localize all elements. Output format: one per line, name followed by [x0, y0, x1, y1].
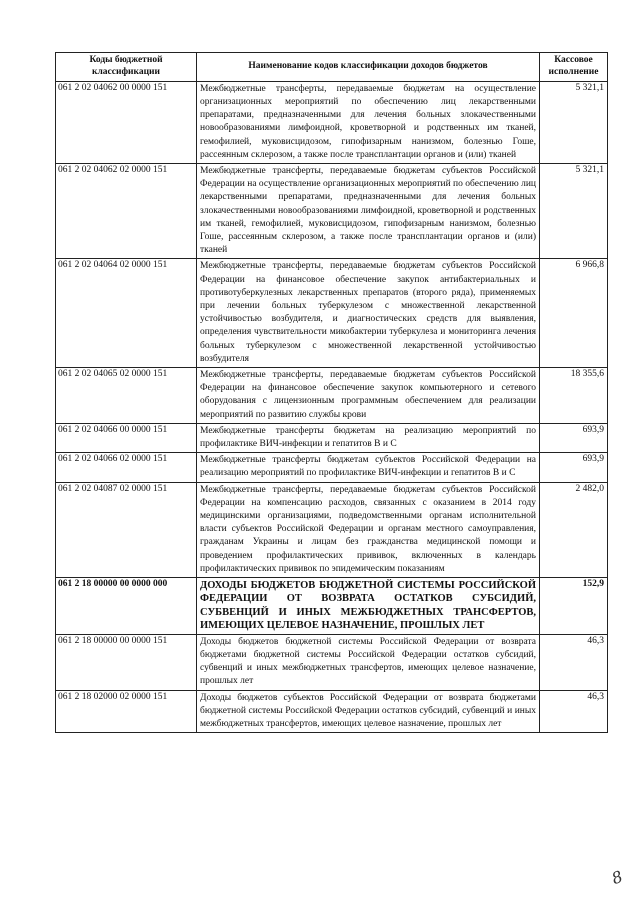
row-code: 061 2 02 04062 02 0000 151 [56, 163, 197, 258]
row-code: 061 2 02 04062 00 0000 151 [56, 81, 197, 163]
row-amount: 152,9 [540, 578, 608, 635]
row-amount: 46,3 [540, 634, 608, 690]
row-code: 061 2 02 04066 00 0000 151 [56, 423, 197, 452]
row-code: 061 2 02 04087 02 0000 151 [56, 482, 197, 577]
row-code: 061 2 18 02000 02 0000 151 [56, 690, 197, 733]
row-name: Межбюджетные трансферты, передаваемые бюджетам на осуществление организационных мероприятий по обеспечению лиц лекарственными препаратами, предназначенными для лечения больных злокачественными новообразованиями лимфоидной, кроветворной и родственных им тканей, гемофилией, муковисцидозом, гипофизарным нанизмом, болезнью Гоше, рассеянным склерозом, а также после трансплантации органов и (или) тканей [197, 81, 540, 163]
table-row [56, 578, 608, 635]
row-name: Доходы бюджетов бюджетной системы Российской Федерации от возврата бюджетами бюджетной системы Российской Федерации остатков субсидий, субвенций и иных межбюджетных трансфертов, имеющих целевое назначение, прошлых лет [197, 634, 540, 690]
row-name: Межбюджетные трансферты, передаваемые бюджетам субъектов Российской Федерации на финансовое обеспечение закупок антибактериальных и противотуберкулезных лекарственных препаратов (второго ряда), применяемых при лечении больных туберкулезом с множественной лекарственной устойчивостью возбудителя, и диагностических средств для выявления, определения чувствительности микобактерии туберкулеза и мониторинга лечения больных туберкулезом с множественной лекарственной устойчивостью возбудителя [197, 259, 540, 368]
row-name: Доходы бюджетов субъектов Российской Федерации от возврата бюджетами бюджетной системы Российской Федерации остатков субсидий, субвенций и иных межбюджетных трансфертов, имеющих целевое назначение, прошлых лет [197, 690, 540, 733]
table-row [56, 81, 608, 163]
table-row [56, 163, 608, 258]
page-number-handwritten: 8 [608, 866, 625, 889]
row-code: 061 2 18 00000 00 0000 151 [56, 634, 197, 690]
row-amount: 5 321,1 [540, 163, 608, 258]
table-header-row [56, 53, 608, 82]
row-amount: 5 321,1 [540, 81, 608, 163]
row-name: Межбюджетные трансферты бюджетам субъектов Российской Федерации на реализацию мероприятий по профилактике ВИЧ-инфекции и гепатитов В и С [197, 453, 540, 482]
table-row [56, 482, 608, 577]
table-row [56, 423, 608, 452]
header-amount: Кассовое исполнение [540, 53, 608, 82]
row-code: 061 2 18 00000 00 0000 000 [56, 578, 197, 635]
row-amount: 6 966,8 [540, 259, 608, 368]
table-row [56, 453, 608, 482]
row-amount: 693,9 [540, 423, 608, 452]
row-amount: 18 355,6 [540, 368, 608, 424]
table-body [56, 81, 608, 732]
row-code: 061 2 02 04064 02 0000 151 [56, 259, 197, 368]
row-code: 061 2 02 04066 02 0000 151 [56, 453, 197, 482]
row-name: Межбюджетные трансферты бюджетам на реализацию мероприятий по профилактике ВИЧ-инфекции и гепатитов В и С [197, 423, 540, 452]
table-row [56, 690, 608, 733]
row-name: ДОХОДЫ БЮДЖЕТОВ БЮДЖЕТНОЙ СИСТЕМЫ РОССИЙСКОЙ ФЕДЕРАЦИИ ОТ ВОЗВРАТА ОСТАТКОВ СУБСИДИЙ, СУБВЕНЦИЙ И ИНЫХ МЕЖБЮДЖЕТНЫХ ТРАНСФЕРТОВ, ИМЕЮЩИХ ЦЕЛЕВОЕ НАЗНАЧЕНИЕ, ПРОШЛЫХ ЛЕТ [197, 578, 540, 635]
row-amount: 2 482,0 [540, 482, 608, 577]
budget-classification-table [55, 52, 608, 733]
row-name: Межбюджетные трансферты, передаваемые бюджетам субъектов Российской Федерации на финансовое обеспечение закупок компьютерного и сетевого оборудования с лицензионным программным обеспечением для реализации мероприятий по развитию службы крови [197, 368, 540, 424]
header-code: Коды бюджетной классификации [56, 53, 197, 82]
row-amount: 46,3 [540, 690, 608, 733]
header-name: Наименование кодов классификации доходов бюджетов [197, 53, 540, 82]
row-name: Межбюджетные трансферты, передаваемые бюджетам субъектов Российской Федерации на компенсацию расходов, связанных с оказанием в 2014 году медицинскими организациями, подведомственными органам исполнительной власти субъектов Российской Федерации и органам местного самоуправления, гражданам Украины и лицам без гражданства медицинской помощи и проведением профилактических прививок, включенных в календарь профилактических прививок по эпидемическим показаниям [197, 482, 540, 577]
table-row [56, 634, 608, 690]
row-code: 061 2 02 04065 02 0000 151 [56, 368, 197, 424]
row-amount: 693,9 [540, 453, 608, 482]
table-row [56, 259, 608, 368]
row-name: Межбюджетные трансферты, передаваемые бюджетам субъектов Российской Федерации на осуществление организационных мероприятий по обеспечению лиц лекарственными препаратами, предназначенными для лечения больных злокачественными новообразованиями лимфоидной, кроветворной и родственных им тканей, гемофилией, муковисцидозом, гипофизарным нанизмом, болезнью Гоше, рассеянным склерозом, а также после трансплантации органов и (или) тканей [197, 163, 540, 258]
table-row [56, 368, 608, 424]
